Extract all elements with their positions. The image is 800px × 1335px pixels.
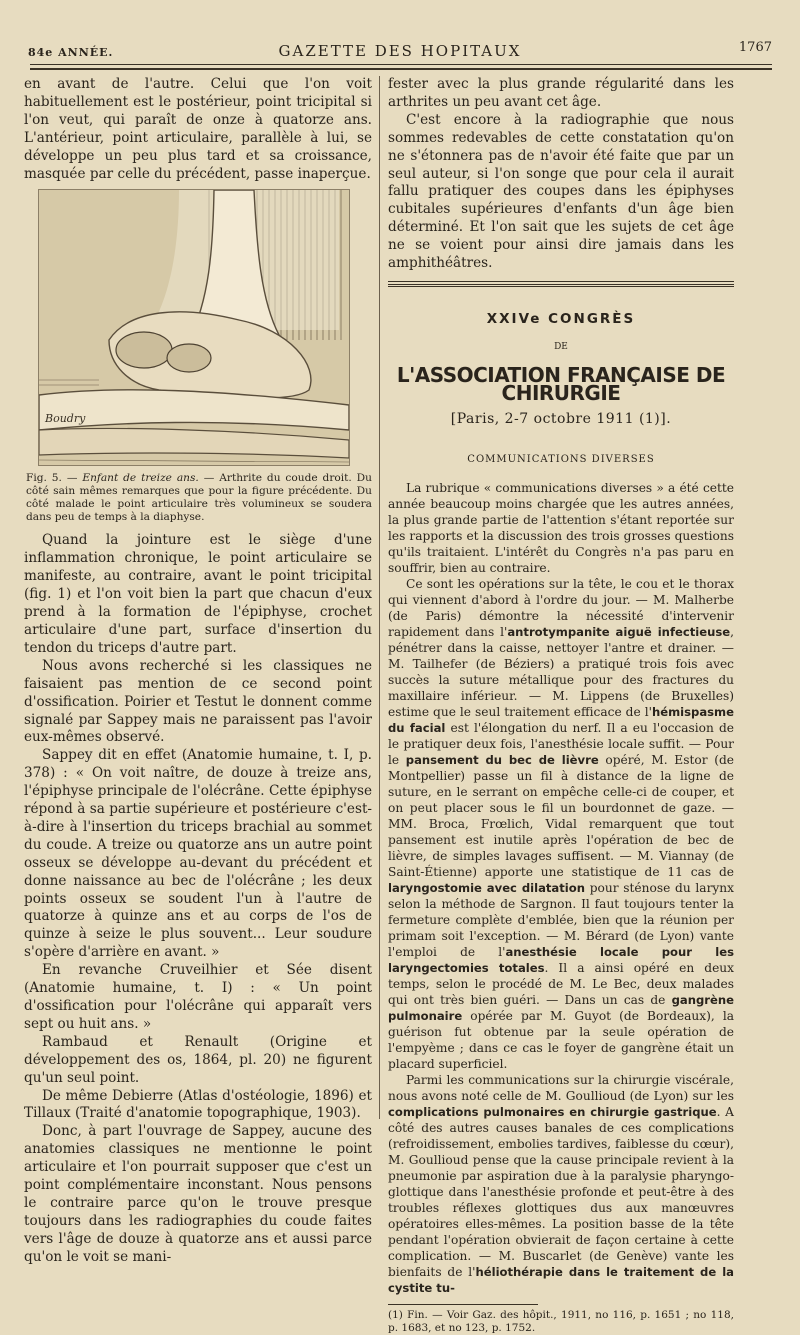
header-rule-thin <box>30 64 772 65</box>
text-run: , pénétrer dans la caisse, nettoyer l'antre et drainer. — M. Tailhefer (de Béziers) a pratiqué trois fois avec succès la suture métallique pour des fractures du maxillaire inférieur. — M. Lippens (de Bruxelles) estime que le seul traitement efficace de l' <box>388 625 734 720</box>
left-column <box>24 76 372 1267</box>
left-paragraph-7: Donc, à part l'ouvrage de Sappey, aucune des anatomies classiques ne mentionne le point articulaire et l'on pourrait supposer que c'est un point complémentaire inconstant. Nous pensons le contraire parce qu'on le trouve presque toujours dans les radiographies du coude faites vers l'âge de douze à quatorze ans et aussi parce qu'on le voit se mani- <box>24 1123 372 1265</box>
caption-body: — Arthrite du coude droit. Du côté sain mêmes remarques que pour la figure précédente. Du côté malade le point articulaire très volumineux se soudera dans peu de temps à la diaphyse. <box>26 472 372 524</box>
bold-term: complications pulmonaires en chirurgie gastrique <box>388 1105 717 1120</box>
elbow-drawing <box>39 190 349 465</box>
figure-signature: Boudry <box>45 412 86 426</box>
text-run: est l'élongation du nerf. Il a eu l'occasion de le pratiquer deux fois, l'anesthésie locale suffit. — Pour le <box>388 721 734 768</box>
page-header <box>28 38 772 60</box>
text-run: opéré, M. Estor (de Montpellier) passe un fil à distance de la ligne de suture, en le serrant on empêche celle-ci de couper, et on peut placer sous le fil un bourdonnet de gaze. — MM. Broca, Frœlich, Vidal remarquent que tout pansement est inutile après l'opération de bec de lièvre, de simples lavages suffisent. — M. Viannay (de Saint-Étienne) apporte une statistique de 11 cas de <box>388 753 734 880</box>
figure-5-elbow-xray <box>38 189 350 466</box>
bold-term: anesthésie locale pour les laryngectomies totales <box>388 945 735 976</box>
page-number: 1767 <box>738 40 772 55</box>
bold-term: laryngostomie avec dilatation <box>388 881 585 896</box>
right-section-paragraph-2 <box>388 576 734 1072</box>
bold-term: hémispasme du facial <box>388 705 734 736</box>
association-heading: L'ASSOCIATION FRANÇAISE DE CHIRURGIE <box>396 362 726 405</box>
bold-term: antrotympanite aiguë infectieuse <box>507 625 731 640</box>
left-paragraph-3: Sappey dit en effet (Anatomie humaine, t. I, p. 378) : « On voit naître, de douze à treize ans, l'épiphyse principale de l'olécrâne. Cette épiphyse répond à sa partie supérieure et postérieure c'est-à-dire à l'insertion du triceps brachial au sommet du coude. A treize ou quatorze ans un autre point osseux se développe au-devant du précédent et donne naissance au bec de l'olécrâne ; les deux points osseux se soudent l'un à l'autre de quatorze à quinze ans et au corps de l'os de quinze à seize le plus souvent... Leur soudure s'opère d'arrière en avant. » <box>24 747 372 961</box>
left-paragraph-2: Nous avons recherché si les classiques ne faisaient pas mention de ce second point d'ossification. Poirier et Testut le donnent comme signalé par Sappey mais ne paraissent pas l'avoir eux-mêmes observé. <box>24 657 372 746</box>
text-run: . A côté des autres causes banales de ces complications (refroidissement, embolies tardives, faiblesse du cœur), M. Goullioud pense que la cause principale revient à la pneumonie par aspiration due à la paralysie pharyngo-glottique dans l'anesthésie profonde et peut-être à des troubles réflexes glottiques dus aux manœuvres opératoires elles-mêmes. La position basse de la tête pendant l'opération obvierait de façon certaine à cette complication. — M. Buscarlet (de Genève) vante les bienfaits de l' <box>388 1105 734 1280</box>
text-run: . Il a ainsi opéré en deux temps, selon le procédé de M. Le Bec, deux malades qui ont très bien guéri. — Dans un cas de <box>388 961 734 1008</box>
bold-term: gangrène pulmonaire <box>388 993 734 1024</box>
text-run: Ce sont les opérations sur la tête, le cou et le thorax qui viennent d'abord à l'ordre du jour. — M. Malherbe (de Paris) démontre la nécessité d'intervenir rapidement dans l' <box>388 577 734 640</box>
journal-title: GAZETTE DES HOPITAUX <box>278 42 522 60</box>
footnote-rule <box>388 1304 538 1305</box>
congress-de: DE <box>554 341 568 352</box>
text-run: pour sténose du larynx selon la méthode de Sargnon. Il faut toujours tenter la fermeture complète d'emblée, bien que la réunion per primam soit l'exception. — M. Bérard (de Lyon) vante l'emploi de l' <box>388 881 735 960</box>
left-paragraph-6: De même Debierre (Atlas d'ostéologie, 1896) et Tillaux (Traité d'anatomie topographique, 1903). <box>24 1087 372 1122</box>
bold-term: pansement du bec de lièvre <box>405 753 599 768</box>
congress-heading: XXIVe CONGRÈS <box>486 310 636 327</box>
caption-title: Enfant de treize ans. <box>82 472 199 485</box>
left-paragraph-4: En revanche Cruveilhier et Sée disent (Anatomie humaine, t. I) : « Un point d'ossification pour l'olécrâne qui apparaît vers sept ou huit ans. » <box>24 962 372 1032</box>
figure-caption <box>26 472 372 524</box>
right-section-paragraph-1: La rubrique « communications diverses » a été cette année beaucoup moins chargée que les autres années, la plus grande partie de l'attention s'étant reportée sur les rapports et la discussion des trois grosses questions qu'ils traitaient. L'intérêt du Congrès n'a pas paru en souffrir, bien au contraire. <box>388 481 734 576</box>
header-rule-thick <box>30 68 772 70</box>
right-paragraph-2: C'est encore à la radiographie que nous sommes redevables de cette constatation qu'on ne s'étonnera pas de n'avoir été faite que par un seul auteur, si l'on songe que pour cela il aurait fallu pratiquer des coupes dans les épiphyses cubitales supérieures d'enfants d'un âge bien déterminé. Et l'on sait que les sujets de cet âge ne se voient pour ainsi dire jamais dans les amphithéâtres. <box>388 111 734 272</box>
column-separator <box>379 76 380 1119</box>
caption-label: Fig. 5. — <box>26 472 78 485</box>
communications-heading: COMMUNICATIONS DIVERSES <box>467 453 655 465</box>
text-run: Parmi les communications sur la chirurgie viscérale, nous avons noté celle de M. Goullioud (de Lyon) sur les <box>388 1073 734 1104</box>
right-section-paragraph-3 <box>388 1072 734 1296</box>
left-intro: en avant de l'autre. Celui que l'on voit habituellement est le postérieur, point tricipital si l'on veut, qui paraît de onze à quatorze ans. L'antérieur, point articulaire, parallèle à lui, se développe un peu plus tard et sa croissance, masquée par celle du précédent, passe inaperçue. <box>24 76 372 182</box>
footnote: (1) Fin. — Voir Gaz. des hôpit., 1911, no 116, p. 1651 ; no 118, p. 1683, et no 123, p. 1752. <box>388 1309 734 1335</box>
bold-term: héliothérapie dans le traitement de la cystite tu- <box>388 1265 734 1296</box>
issue-year: 84e ANNÉE. <box>28 46 114 59</box>
section-double-rule <box>388 284 734 287</box>
text-run: opérée par M. Guyot (de Bordeaux), la guérison fut obtenue par la seule opération de l'empyème ; dans ce cas le foyer de gangrène était un placard superficiel. <box>388 1009 734 1072</box>
right-column <box>388 76 734 1335</box>
congress-dates: [Paris, 2-7 octobre 1911 (1)]. <box>450 410 672 427</box>
right-paragraph-1: fester avec la plus grande régularité dans les arthrites un peu avant cet âge. <box>388 76 734 110</box>
left-paragraph-1: Quand la jointure est le siège d'une inflammation chronique, le point articulaire se manifeste, au contraire, avant le point tricipital (fig. 1) et l'on voit bien la part que chacun d'eux prend à la formation de l'épiphyse, crochet articulaire d'une part, surface d'insertion du tendon du triceps d'autre part. <box>24 532 372 656</box>
section-rule <box>388 281 734 282</box>
left-paragraph-5: Rambaud et Renault (Origine et développement des os, 1864, pl. 20) ne figurent qu'un seul point. <box>24 1033 372 1086</box>
